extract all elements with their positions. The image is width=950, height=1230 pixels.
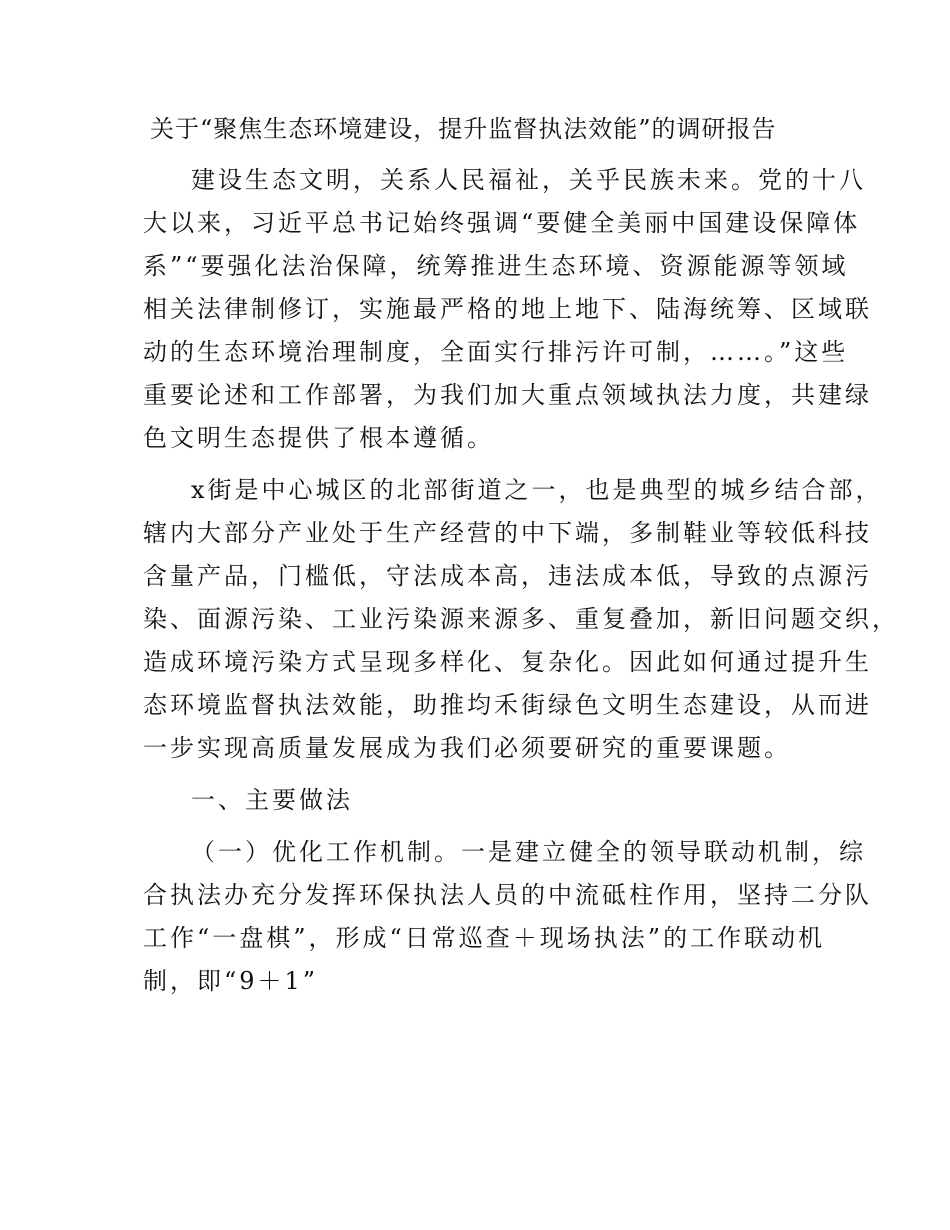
document-title: 关于“聚焦生态环境建设，提升监督执法效能”的调研报告 (150, 115, 777, 143)
paragraph-2-line-7: 一步实现高质量发展成为我们必须要研究的重要课题。 (143, 734, 791, 762)
paragraph-1-line-4: 相关法律制修订，实施最严格的地上地下、陆海统筹、区域联 (143, 295, 872, 323)
paragraph-1-line-2: 大以来，习近平总书记始终强调“要健全美丽中国建设保障体 (143, 209, 861, 237)
paragraph-1-line-7: 色文明生态提供了根本遵循。 (143, 424, 494, 452)
paragraph-1-line-1: 建设生态文明，关系人民福祉，关乎民族未来。党的十八 (191, 166, 866, 194)
paragraph-3-line-4: 制，即“9＋1” (143, 967, 319, 995)
paragraph-2-line-3: 含量产品，门槛低，守法成本高，违法成本低，导致的点源污 (143, 562, 872, 590)
paragraph-1-line-3: 系”“要强化法治保障，统筹推进生态环境、资源能源等领域 (143, 252, 849, 280)
paragraph-2-line-1: x街是中心城区的北部街道之一，也是典型的城乡结合部， (191, 476, 883, 504)
paragraph-2-line-5: 造成环境污染方式呈现多样化、复杂化。因此如何通过提升生 (143, 648, 872, 676)
paragraph-3-line-2: 合执法办充分发挥环保执法人员的中流砥柱作用，坚持二分队 (143, 881, 872, 909)
paragraph-1-line-5: 动的生态环境治理制度，全面实行排污许可制，……。”这些 (143, 338, 849, 366)
paragraph-3-line-1: （一）优化工作机制。一是建立健全的领导联动机制，综 (191, 838, 866, 866)
paragraph-3-line-3: 工作“一盘棋”，形成“日常巡查＋现场执法”的工作联动机 (143, 924, 826, 952)
paragraph-2-line-6: 态环境监督执法效能，助推均禾街绿色文明生态建设，从而进 (143, 691, 872, 719)
section-heading-1: 一、主要做法 (191, 786, 353, 814)
paragraph-1-line-6: 重要论述和工作部署，为我们加大重点领域执法力度，共建绿 (143, 381, 872, 409)
paragraph-2-line-2: 辖内大部分产业处于生产经营的中下端，多制鞋业等较低科技 (143, 519, 872, 547)
paragraph-2-line-4: 染、面源污染、工业污染源来源多、重复叠加，新旧问题交织， (143, 605, 899, 633)
